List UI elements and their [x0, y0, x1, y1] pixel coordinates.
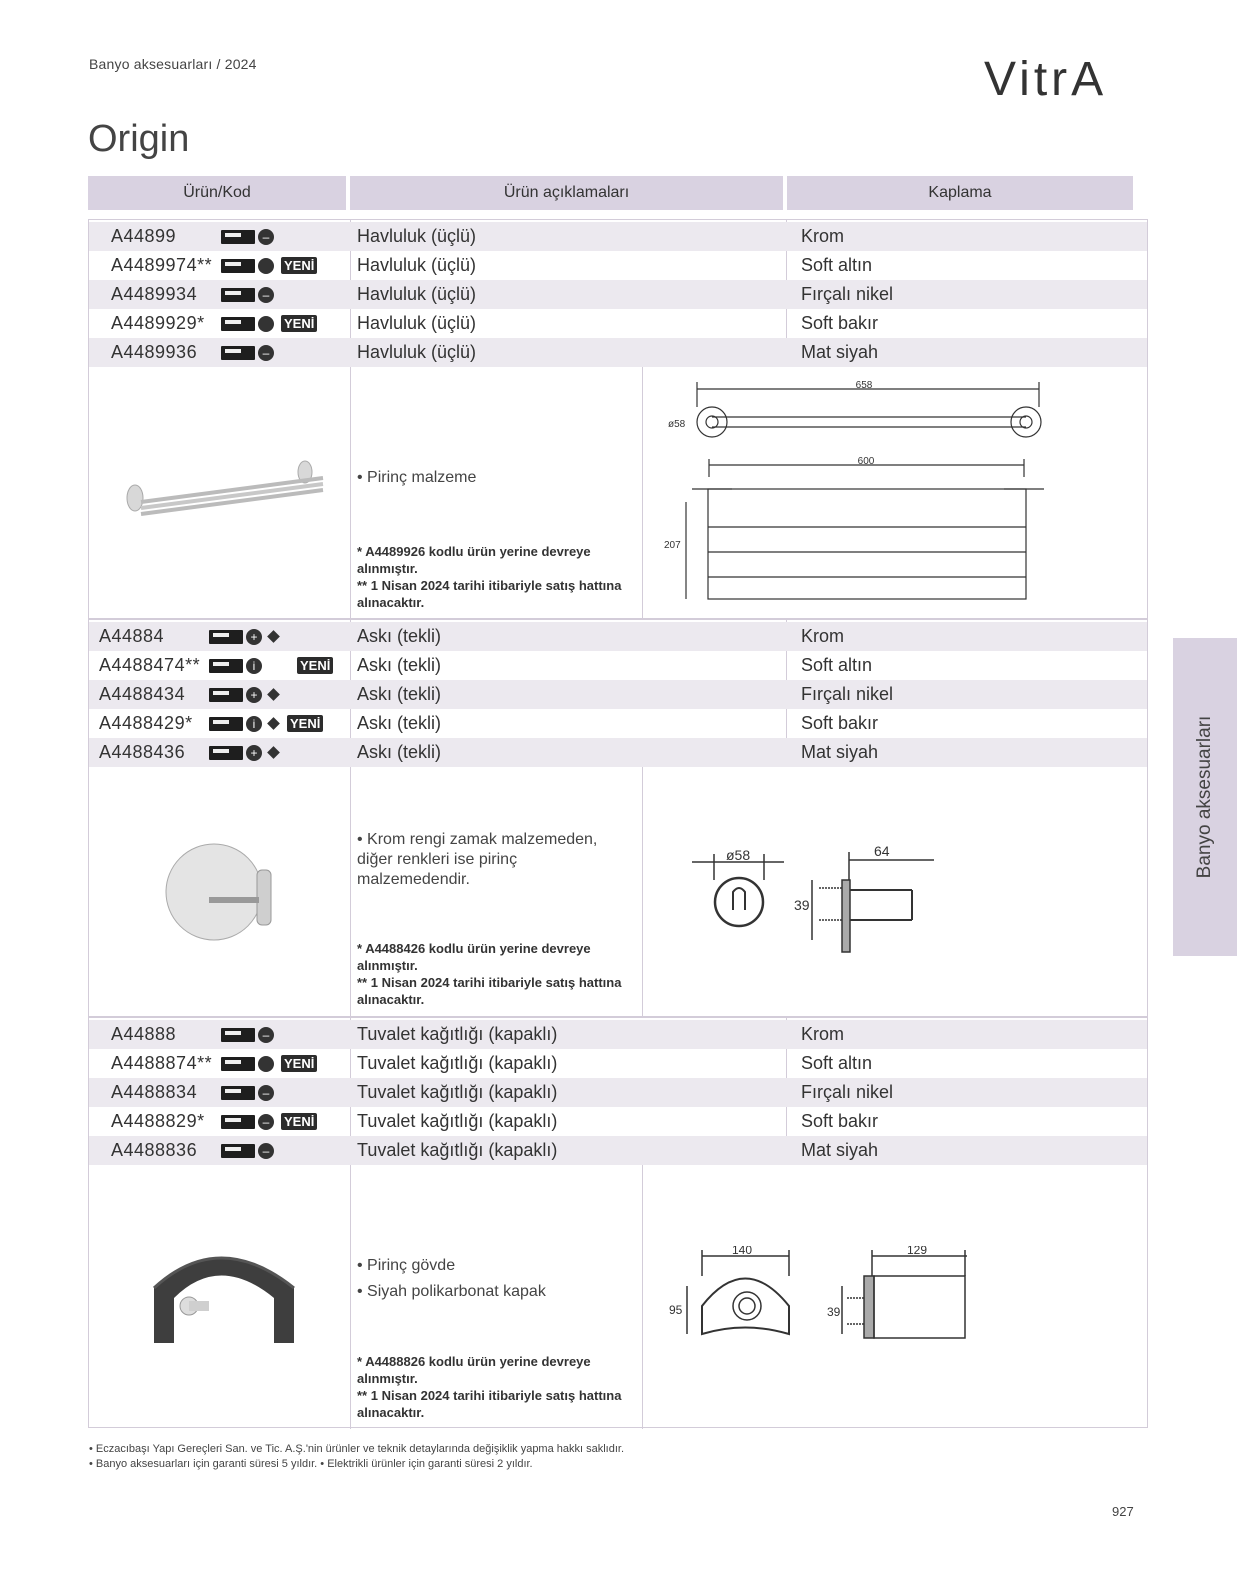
product-code: A4488874** [111, 1053, 213, 1073]
bullet-list [357, 1256, 546, 1302]
product-description: Tuvalet kağıtlığı (kapaklı) [357, 1024, 558, 1044]
plus-icon: + [246, 629, 262, 645]
new-badge: YENİ [297, 657, 333, 674]
bullet-item: • Pirinç gövde [357, 1257, 456, 1274]
product-finish: Soft bakır [801, 313, 879, 333]
product-code: A4488834 [111, 1082, 198, 1102]
mounting-icon [221, 346, 255, 360]
table-row [89, 1107, 1147, 1136]
product-code: A4488474** [99, 655, 201, 675]
product-icons [221, 1113, 317, 1130]
product-finish: Soft bakır [801, 1111, 879, 1131]
product-icons [209, 629, 280, 645]
mounting-icon [221, 1115, 255, 1129]
product-description: Havluluk (üçlü) [357, 255, 477, 275]
mounting-icon [221, 317, 255, 331]
dim-diameter: ø58 [668, 419, 686, 430]
mounting-icon [209, 688, 243, 702]
mounting-icon [221, 1028, 255, 1042]
product-icons [221, 1085, 274, 1101]
table-row [89, 1049, 1147, 1078]
dim-inner: 600 [857, 456, 875, 467]
dim-depth: 64 [874, 843, 890, 859]
product-block-toilet-roll-holder [88, 1017, 1148, 1428]
product-icons [221, 1055, 317, 1072]
product-finish: Krom [801, 1024, 845, 1044]
side-tab [1173, 638, 1237, 956]
header-finish: Kaplama [787, 176, 1133, 210]
new-badge: YENİ [281, 1055, 317, 1072]
minus-icon: – [258, 287, 274, 303]
dim-height: 95 [669, 1303, 683, 1317]
product-code: A4488829* [111, 1111, 205, 1131]
mounting-icon [209, 746, 243, 760]
mounting-icon [221, 230, 255, 244]
mounting-icon [221, 1057, 255, 1071]
side-tab-label: Banyo aksesuarları [1194, 715, 1215, 879]
brand-logo: VitrA [984, 53, 1108, 106]
minus-icon: – [258, 1027, 274, 1043]
breadcrumb: Banyo aksesuarları / 2024 [89, 56, 257, 72]
product-description: Tuvalet kağıtlığı (kapaklı) [357, 1111, 558, 1131]
product-code: A4489936 [111, 342, 198, 362]
diamond-icon [267, 717, 280, 730]
product-finish: Mat siyah [801, 342, 879, 362]
product-finish: Soft altın [801, 1053, 873, 1073]
dim-total: 658 [855, 380, 873, 391]
product-description: Askı (tekli) [357, 626, 442, 646]
product-code: A4488836 [111, 1140, 198, 1160]
towel-rack-photo [107, 450, 337, 540]
dim-width: 140 [732, 1246, 753, 1257]
dot-icon [258, 1056, 274, 1072]
table-row [89, 338, 1147, 367]
notes [357, 1353, 647, 1421]
footer-note-2: • Banyo aksesuarları için garanti süresi 5 yıldır. • Elektrikli ürünler için garanti süresi 2 yıldır. [89, 1458, 533, 1470]
hook-technical-drawing [684, 840, 954, 960]
product-icons [221, 345, 274, 361]
table-row [89, 1078, 1147, 1107]
product-code: A4488434 [99, 684, 186, 704]
product-description: Tuvalet kağıtlığı (kapaklı) [357, 1053, 558, 1073]
product-code: A4489974** [111, 255, 213, 275]
dim-height: 207 [664, 540, 681, 551]
table-row [89, 1020, 1147, 1049]
note-2: ** 1 Nisan 2024 tarihi itibariyle satış hattına alınacaktır. [357, 975, 622, 1007]
product-icons [221, 287, 274, 303]
dim-fixing: 39 [827, 1305, 841, 1319]
header-description: Ürün açıklamaları [350, 176, 783, 210]
product-description: Tuvalet kağıtlığı (kapaklı) [357, 1082, 558, 1102]
product-finish: Fırçalı nikel [801, 684, 894, 704]
new-badge: YENİ [281, 315, 317, 332]
mounting-icon [209, 630, 243, 644]
mounting-icon [209, 659, 243, 673]
dim-height: 39 [794, 897, 810, 913]
product-icons [221, 229, 274, 245]
new-badge: YENİ [281, 257, 317, 274]
product-code: A4489929* [111, 313, 205, 333]
table-row [89, 738, 1147, 767]
toilet-roll-holder-technical-drawing [667, 1246, 977, 1376]
page-title: Origin [88, 118, 190, 160]
product-icons [221, 1143, 274, 1159]
product-icons [221, 315, 317, 332]
plus-icon: + [246, 687, 262, 703]
product-icons [209, 687, 280, 703]
product-description: Havluluk (üçlü) [357, 313, 477, 333]
towel-rack-technical-drawing [664, 377, 1064, 617]
minus-icon: – [258, 345, 274, 361]
note-1: * A4488826 kodlu ürün yerine devreye alınmıştır. [357, 1354, 591, 1386]
table-row [89, 222, 1147, 251]
table-row [89, 709, 1147, 738]
table-row [89, 651, 1147, 680]
product-icons [221, 257, 317, 274]
product-description: Havluluk (üçlü) [357, 342, 477, 362]
new-badge: YENİ [281, 1113, 317, 1130]
product-icons [221, 1027, 274, 1043]
table-row [89, 251, 1147, 280]
product-block-hook [88, 619, 1148, 1017]
product-description: Askı (tekli) [357, 655, 442, 675]
notes [357, 543, 647, 611]
minus-icon: – [258, 1143, 274, 1159]
page-number: 927 [1112, 1504, 1134, 1519]
dim-depth: 129 [907, 1246, 928, 1257]
hook-photo [159, 830, 279, 950]
product-code: A4489934 [111, 284, 198, 304]
minus-icon: – [258, 1085, 274, 1101]
minus-icon: – [258, 1114, 274, 1130]
product-finish: Fırçalı nikel [801, 1082, 894, 1102]
bullet-item: • Pirinç malzeme [357, 469, 477, 486]
mounting-icon [221, 259, 255, 273]
note-1: * A4488426 kodlu ürün yerine devreye alınmıştır. [357, 941, 591, 973]
table-row [89, 280, 1147, 309]
product-block-towel-rack [88, 219, 1148, 619]
note-2: ** 1 Nisan 2024 tarihi itibariyle satış hattına alınacaktır. [357, 578, 622, 610]
product-code: A44884 [99, 626, 165, 646]
new-badge: YENİ [287, 715, 323, 732]
diamond-icon [267, 630, 280, 643]
bullet-list [357, 468, 476, 488]
product-description: Askı (tekli) [357, 713, 442, 733]
product-finish: Soft bakır [801, 713, 879, 733]
product-description: Askı (tekli) [357, 684, 442, 704]
product-icons [209, 715, 323, 732]
dot-icon [258, 316, 274, 332]
table-row [89, 1136, 1147, 1165]
info-icon: i [246, 716, 262, 732]
product-description: Havluluk (üçlü) [357, 284, 477, 304]
product-finish: Soft altın [801, 255, 873, 275]
product-description: Askı (tekli) [357, 742, 442, 762]
product-icons [209, 657, 333, 674]
product-finish: Krom [801, 626, 845, 646]
dot-icon [258, 258, 274, 274]
product-code: A44899 [111, 226, 177, 246]
info-icon: i [246, 658, 262, 674]
minus-icon: – [258, 229, 274, 245]
product-description: Havluluk (üçlü) [357, 226, 477, 246]
mounting-icon [221, 1086, 255, 1100]
notes [357, 940, 647, 1008]
mounting-icon [221, 1144, 255, 1158]
product-icons [209, 745, 280, 761]
product-finish: Fırçalı nikel [801, 284, 894, 304]
bullet-item: • Siyah polikarbonat kapak [357, 1283, 546, 1300]
note-1: * A4489926 kodlu ürün yerine devreye alınmıştır. [357, 544, 591, 576]
diamond-icon [267, 688, 280, 701]
bullet-item: • Krom rengi zamak malzemeden, diğer renkleri ise pirinç malzemedendir. [357, 831, 598, 888]
table-row [89, 680, 1147, 709]
product-code: A4488436 [99, 742, 186, 762]
product-code: A44888 [111, 1024, 177, 1044]
table-row [89, 622, 1147, 651]
diamond-icon [267, 746, 280, 759]
header-code: Ürün/Kod [88, 176, 346, 210]
plus-icon: + [246, 745, 262, 761]
product-finish: Mat siyah [801, 1140, 879, 1160]
mounting-icon [221, 288, 255, 302]
product-code: A4488429* [99, 713, 193, 733]
toilet-roll-holder-photo [149, 1243, 309, 1353]
product-finish: Mat siyah [801, 742, 879, 762]
bullet-list [357, 830, 607, 890]
table-row [89, 309, 1147, 338]
dim-diameter: ø58 [726, 847, 751, 863]
note-2: ** 1 Nisan 2024 tarihi itibariyle satış hattına alınacaktır. [357, 1388, 622, 1420]
product-finish: Krom [801, 226, 845, 246]
product-finish: Soft altın [801, 655, 873, 675]
product-description: Tuvalet kağıtlığı (kapaklı) [357, 1140, 558, 1160]
mounting-icon [209, 717, 243, 731]
footer-note-1: • Eczacıbaşı Yapı Gereçleri San. ve Tic. A.Ş.'nin ürünler ve teknik detaylarında değişiklik yapma hakkı saklıdır. [89, 1443, 625, 1455]
